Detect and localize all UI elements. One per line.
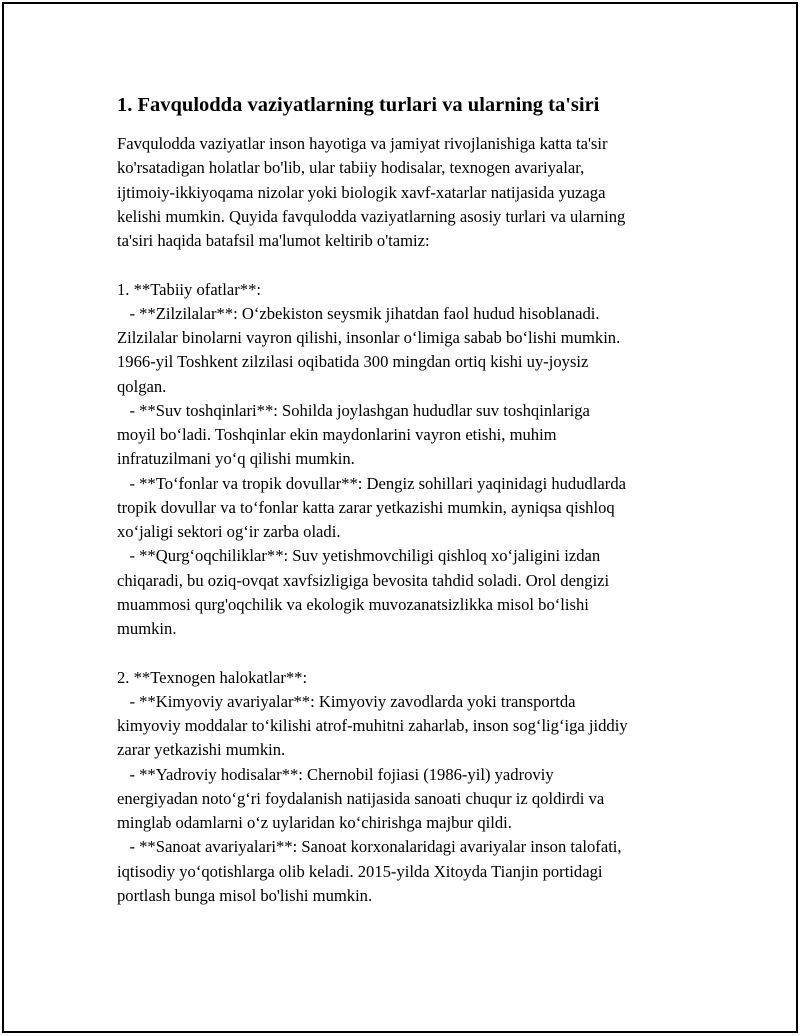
body-line: muammosi qurg'oqchilik va ekologik muvozanatsizlikka misol boʻlishi <box>117 594 589 614</box>
body-line: 2. **Texnogen halokatlar**: <box>117 667 308 687</box>
body-line: portlash bunga misol bo'lishi mumkin. <box>117 885 373 905</box>
document-title: 1. Favqulodda vaziyatlarning turlari va ularning ta'siri <box>117 94 600 116</box>
body-line: minglab odamlarni oʻz uylaridan koʻchirishga majbur qildi. <box>117 813 512 832</box>
document-body <box>117 132 692 908</box>
body-line: ko'rsatadigan holatlar bo'lib, ular tabiiy hodisalar, texnogen avariyalar, <box>117 158 585 178</box>
body-line: kimyoviy moddalar toʻkilishi atrof-muhitni zaharlab, inson sogʻligʻiga jiddiy <box>117 716 628 735</box>
blank-line <box>117 253 692 277</box>
body-line: Favqulodda vaziyatlar inson hayotiga va jamiyat rivojlanishiga katta ta'sir <box>117 134 608 153</box>
body-line: - **Yadroviy hodisalar**: Chernobil fojiasi (1986-yil) yadroviy <box>117 764 554 784</box>
body-line: chiqaradi, bu oziq-ovqat xavfsizligiga bevosita tahdid soladi. Orol dengizi <box>117 570 610 590</box>
body-line: zarar yetkazishi mumkin. <box>117 740 286 760</box>
body-line: qolgan. <box>117 376 167 396</box>
body-line: - **Sanoat avariyalari**: Sanoat korxonalaridagi avariyalar inson talofati, <box>117 837 622 857</box>
body-line: tropik dovullar va toʻfonlar katta zarar yetkazishi mumkin, ayniqsa qishloq <box>117 497 615 517</box>
body-line: - **Kimyoviy avariyalar**: Kimyoviy zavodlarda yoki transportda <box>117 691 576 711</box>
body-line: - **Toʻfonlar va tropik dovullar**: Dengiz sohillari yaqinidagi hududlarda <box>117 473 626 493</box>
body-line: ijtimoiy-ikkiyoqama nizolar yoki biologik xavf-xatarlar natijasida yuzaga <box>117 182 606 202</box>
body-line: kelishi mumkin. Quyida favqulodda vaziyatlarning asosiy turlari va ularning <box>117 206 626 226</box>
body-line: moyil boʻladi. Toshqinlar ekin maydonlarini vayron etishi, muhim <box>117 425 557 444</box>
body-line: xoʻjaligi sektori ogʻir zarba oladi. <box>117 522 341 541</box>
body-line: iqtisodiy yoʻqotishlarga olib keladi. 2015-yilda Xitoyda Tianjin portidagi <box>117 861 603 881</box>
body-line: Zilzilalar binolarni vayron qilishi, insonlar oʻlimiga sabab boʻlishi mumkin. <box>117 328 621 347</box>
body-line: infratuzilmani yoʻq qilishi mumkin. <box>117 449 355 469</box>
body-line: 1. **Tabiiy ofatlar**: <box>117 279 261 299</box>
body-line: energiyadan notoʻgʻri foydalanish natijasida sanoati chuqur iz qoldirdi va <box>117 788 605 808</box>
body-line: mumkin. <box>117 619 177 638</box>
body-line: - **Zilzilalar**: Oʻzbekiston seysmik jihatdan faol hudud hisoblanadi. <box>117 303 600 323</box>
body-line: 1966-yil Toshkent zilzilasi oqibatida 300 mingdan ortiq kishi uy-joysiz <box>117 352 589 372</box>
body-line: - **Qurgʻoqchiliklar**: Suv yetishmovchiligi qishloq xoʻjaligini izdan <box>117 546 601 566</box>
body-line: - **Suv toshqinlari**: Sohilda joylashgan hududlar suv toshqinlariga <box>117 400 590 420</box>
body-line: ta'siri haqida batafsil ma'lumot keltirib o'tamiz: <box>117 231 430 250</box>
blank-line <box>117 641 692 665</box>
document-content <box>117 92 692 908</box>
